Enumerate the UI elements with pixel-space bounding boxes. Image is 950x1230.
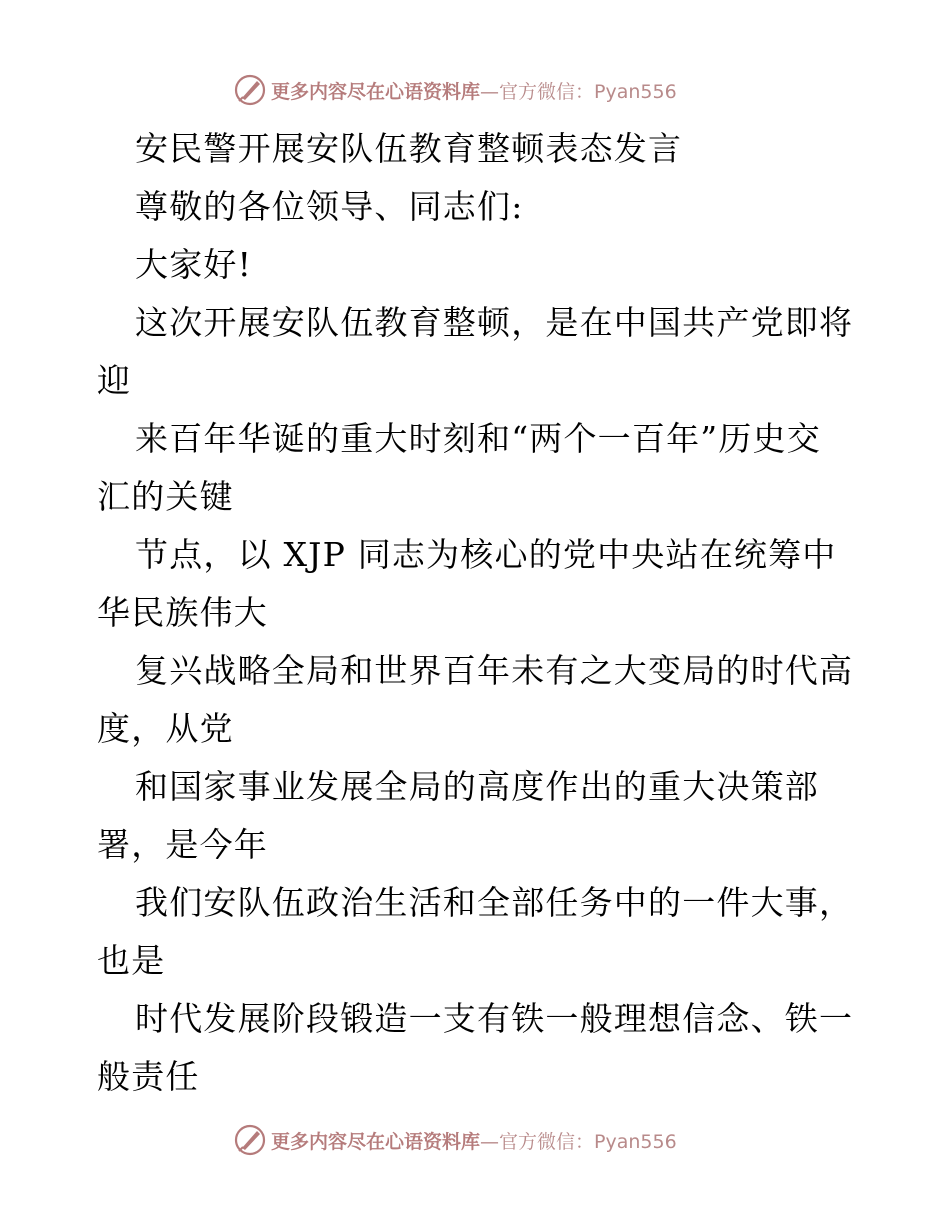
text-line: 般责任 bbox=[97, 1057, 200, 1096]
text-line: 我们安队伍政治生活和全部任务中的一件大事， bbox=[135, 883, 854, 922]
text-line: 时代发展阶段锻造一支有铁一般理想信念、铁一 bbox=[135, 999, 854, 1038]
text-line: 也是 bbox=[97, 941, 166, 980]
banner-lead: 更多内容尽在心语资料库 bbox=[271, 1130, 481, 1153]
banner-lead: 更多内容尽在心语资料库 bbox=[271, 80, 481, 103]
text-line: 和国家事业发展全局的高度作出的重大决策部 bbox=[135, 767, 819, 806]
banner-tail: —官方微信：Pyan556 bbox=[480, 1130, 677, 1153]
header-banner bbox=[233, 72, 677, 108]
banner-text bbox=[271, 77, 677, 104]
text-line: 迎 bbox=[97, 361, 132, 400]
text-line: 署，是今年 bbox=[97, 825, 268, 864]
document-body bbox=[97, 120, 877, 1106]
text-line: 这次开展安队伍教育整顿，是在中国共产党即将 bbox=[135, 303, 854, 342]
text-line: 尊敬的各位领导、同志们: bbox=[135, 187, 524, 226]
text-line: 度，从党 bbox=[97, 709, 234, 748]
banner-text bbox=[271, 1127, 677, 1154]
text-line: 汇的关键 bbox=[97, 477, 234, 516]
text-line: 安民警开展安队伍教育整顿表态发言 bbox=[135, 129, 683, 168]
text-line: 复兴战略全局和世界百年未有之大变局的时代高 bbox=[135, 651, 854, 690]
text-line: 来百年华诞的重大时刻和“两个一百年”历史交 bbox=[135, 419, 821, 458]
text-line: 节点，以 XJP 同志为核心的党中央站在统筹中 bbox=[135, 535, 837, 574]
text-line: 华民族伟大 bbox=[97, 593, 268, 632]
quill-pen-seal-icon bbox=[233, 1123, 267, 1157]
banner-tail: —官方微信：Pyan556 bbox=[480, 80, 677, 103]
footer-banner bbox=[233, 1122, 677, 1158]
text-line: 大家好! bbox=[135, 245, 253, 284]
quill-pen-seal-icon bbox=[233, 73, 267, 107]
